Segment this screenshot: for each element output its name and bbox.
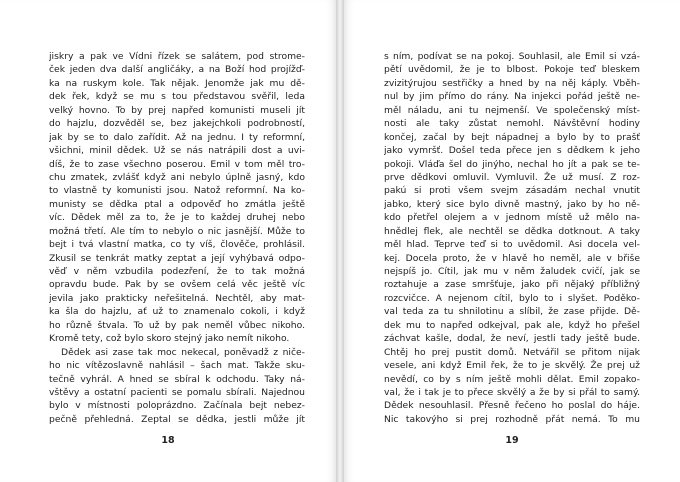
text-line: s ním, podívat se na pokoj. Souhlasil, ale Emil si vzá- [384,51,640,62]
text-line: nejspíš jo. Cítil, jak mu v něm žaludek cvičí, jak se [384,266,640,277]
text-line: jak by se to dalo zařídit. Až na jednu. I ty reformní, [49,131,305,143]
text-line: do hajzlu, dozvěděl se, bez jakejchkoli podrobností, [49,118,305,130]
text-line: měl náladu, ani tu nejmenší. Ve společenský míst- [384,104,640,116]
text-line: víc. Dědek měl za to, že je to každej druhej nebo [49,212,305,224]
text-line: ka šla do hajzlu, ať už to znamenalo cokoli, i když [49,306,305,318]
text-line: díš, že to zase všechno poserou. Emil v tom měl tro- [49,158,305,170]
text-line: rozcvičce. A nejenom cítil, bylo to i slyšet. Poděko- [384,292,640,304]
text-line: pakú si proti všem svejm zásadám nechal vnutit [384,185,640,197]
text-line: to vlastně ty komunisti jsou. Natož reformní. Na ko- [49,185,305,197]
text-line: opravdu bude. Pak by se ovšem celá věc ještě víc [49,279,305,291]
text-line: bylo v místnosti poloprázdno. Začínala bejt nebez- [49,400,305,412]
text-line: zvizitýrujou sestřičky a hned by na něj káply. Vběh- [384,77,640,89]
text-line: kdo přetřel olejem a v jednom místě už mělo na- [384,212,640,224]
left-page [0,0,336,482]
text-line: munisty se dědka ptal a odpověď ho zmátla ještě [49,198,305,210]
text-line: nul by jim přímo do rány. Na injekci pořád ještě ne- [384,91,640,103]
text-line: velký hovno. To by prej napřed komunisti museli jít [49,104,305,116]
text-line: Dědek nesouhlasil. Přesně řečeno ho poslal do háje. [384,400,640,412]
right-page-number: 19 [505,435,519,446]
text-line: Kromě tety, což bylo skoro stejný jako nemít nikoho. [49,333,290,345]
text-line: všichni, minil dědek. Už se nás natrápili dost a uvi- [49,145,305,157]
right-page [344,0,680,482]
text-line: nevědí, co by s ním ještě mohli dělat. Emil zopako- [384,373,640,385]
text-line: jiskry a pak ve Vídni řízek se salátem, pod strome- [49,51,305,62]
text-line: ho nic vítězoslavně nahlásil – šach mat. Takže sku- [49,360,305,372]
text-line: jabko, který sice bylo divně mastný, jako by ho ně- [384,198,640,210]
text-line: roztahuje a zase smršťuje, jako při nějaký příbližný [384,279,640,291]
text-line: pětí uvědomil, že je to blbost. Pokoje teď bleskem [384,64,640,76]
left-page-number: 18 [161,435,175,446]
text-line: pečně přehledná. Zeptal se dědka, jestli může jít [49,413,305,425]
text-line: ka na ruskym kole. Tak nějak. Jenomže jak mu dě- [49,77,305,89]
text-line: tečně vyhrál. A hned se sbíral k odchodu. Taky ná- [49,373,305,385]
text-line: dek řek, když se mu s tou představou svěřil, leda [49,91,305,103]
text-line: bejt i tvá vlastní matka, co ty víš, člověče, prohlásil. [49,239,305,251]
text-line: měl hlad. Teprve teď si to uvědomil. Asi docela vel- [384,239,640,251]
text-line: Zkusil se tenkrát matky zeptat a její vyhýbavá odpo- [49,252,305,264]
text-line: Nic takovýho si prej rozhodně přát nemá. To mu [384,413,640,425]
text-line: možná třetí. Ale tím to nebylo o nic jasnější. Může to [49,225,305,237]
text-line: jako vymršť. Došel teda přece jen s dědkem k jeho [384,145,640,157]
text-line: jevila jako prakticky neřešitelná. Nechtěl, aby mat- [49,292,305,304]
text-line: ho různě štvala. To už by pak neměl vůbec nikoho. [49,319,305,331]
left-page-text [49,50,305,426]
text-line: chu zmatek, zvlášť když ani nebylo úplně jasný, kdo [49,171,305,183]
text-line: Chtěj ho prej pustit domů. Netvářil se přitom nijak [384,346,640,358]
book-gutter [336,0,344,482]
text-line: pokoji. Vláďa šel do jinýho, nechal ho jít a pak se te- [384,158,640,170]
text-line: vesele, ani když Emil řek, že to je skvělý. Že prej už [384,360,640,372]
text-line: dek mu to napřed odkejval, pak ale, když ho přešel [384,319,640,331]
text-line: věď v něm vzbudila podezření, že to tak možná [49,266,305,277]
text-line: prve dědkovi omluvil. Vymluvil. Že už musí. Z roz- [384,171,640,183]
text-line: hnědlej flek, ale nechtěl se dědka dotknout. A taky [384,225,640,237]
text-line: záchvat kašle, dodal, že neví, jestli tady ještě bude. [384,333,640,345]
text-line: vštěvy a ostatní pacienti se pomalu sbírali. Najednou [49,386,305,398]
text-line: nosti ale taky zůstat nemohl. Návštěvní hodiny [384,118,640,130]
text-line: val teda za tu shnilotinu a slíbil, že zase přijde. Dě- [384,306,640,318]
right-page-text [384,50,640,426]
text-line: val, že i tak je to přece skvělý a že by si přál to samý. [384,386,640,398]
text-line: končej, začal by bejt nápadnej a bylo by to prašť [384,131,640,143]
text-line: Dědek asi zase tak moc nekecal, poněvadž z niče- [61,346,305,358]
text-line: ček jeden dva další angličáky, a na Boží hod projížď- [49,64,305,76]
text-line: kej. Docela proto, že v hlavě ho neměl, ale v břiše [384,252,640,264]
